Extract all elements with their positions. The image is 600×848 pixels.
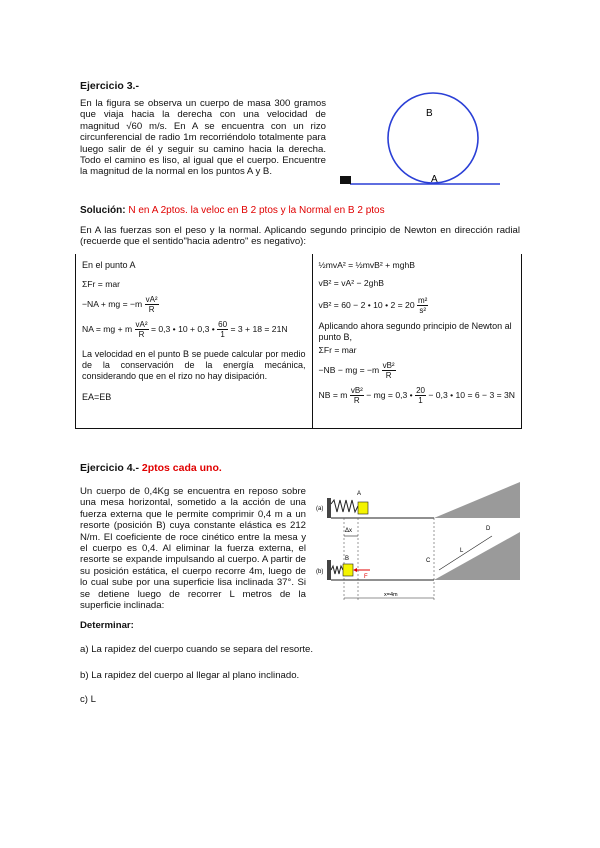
- ramp-b: [434, 532, 520, 580]
- right-eq6-c: − 0,3 • 10 = 6 − 3 = 3N: [428, 389, 515, 400]
- spring-b: [331, 566, 343, 574]
- left-eq3-frac1: [135, 320, 149, 339]
- ex4-question-c: c) L: [80, 694, 96, 705]
- left-eq2: [82, 295, 306, 314]
- left-eq2-den: R: [148, 305, 155, 314]
- right-eq6-num: vB²: [350, 386, 363, 395]
- wall-a: [327, 498, 331, 518]
- right-eq6-a: NB = m: [318, 389, 348, 400]
- loop-label-a: A: [431, 174, 438, 185]
- point-a-label: En el punto A: [82, 260, 136, 270]
- fig-label-c: C: [426, 558, 431, 564]
- right-eq6-den2: 1: [418, 396, 423, 405]
- block-b: [343, 564, 353, 576]
- fig-label-a: A: [357, 491, 362, 497]
- fig-label-b: B: [345, 556, 350, 562]
- right-eq3: [319, 296, 515, 315]
- right-eq3-unit-num: m²: [418, 296, 428, 305]
- right-eq5-frac: [382, 361, 396, 380]
- left-eq3-den: R: [138, 330, 145, 339]
- right-eq6-frac1: [350, 386, 364, 405]
- ex4-title: Ejercicio 4.-: [80, 462, 139, 474]
- left-eq3-b: = 0,3 • 10 + 0,3 •: [150, 323, 215, 334]
- right-eq6-num2: 20: [416, 386, 425, 395]
- left-eq3-num2: 60: [218, 320, 228, 329]
- right-eq5-num: vB²: [382, 361, 395, 370]
- left-eq3-num: vA²: [135, 320, 148, 329]
- ex4-heading: [80, 462, 222, 474]
- left-eq2-text: −NA + mg = −m: [82, 298, 143, 309]
- left-energy: EA=EB: [82, 392, 112, 402]
- right-eq1: ½mvA² = ½mvB² + mghB: [318, 260, 416, 270]
- ex4-determinar: Determinar:: [80, 620, 134, 631]
- right-eq5-den: R: [385, 371, 392, 380]
- left-eq3-c: = 3 + 18 = 21N: [230, 323, 288, 334]
- solution-intro: En A las fuerzas son el peso y la normal. Aplicando segundo principio de Newton en dirección radial (recuerde que el sentido"hacia adentro" es negativo):: [80, 225, 520, 248]
- right-eq6-den: R: [353, 396, 360, 405]
- right-eq3-unit-den: s²: [419, 306, 426, 315]
- right-eq4: ΣFr = mar: [318, 345, 357, 355]
- left-eq2-frac: [145, 295, 159, 314]
- solution-heading: [80, 205, 385, 216]
- solution-label: Solución:: [80, 205, 126, 216]
- solution-table: [75, 254, 522, 428]
- left-eq2-num: vA²: [145, 295, 158, 304]
- ex4-question-b: b) La rapidez del cuerpo al llegar al plano inclinado.: [80, 670, 300, 681]
- block-mass: [340, 176, 351, 184]
- ex3-title: Ejercicio 3.-: [80, 80, 139, 92]
- left-para: La velocidad en el punto B se puede calcular por medio de la conservación de la energía mecánica, considerando que en el rizo no hay disipación.: [82, 349, 306, 381]
- block-a: [358, 502, 368, 514]
- fig-label-L: L: [460, 548, 464, 554]
- left-eq1: ΣFr = mar: [82, 279, 121, 289]
- table-bottom-rule: [75, 428, 522, 429]
- right-eq3-text: vB² = 60 − 2 • 10 • 2 = 20: [318, 299, 415, 310]
- spring-a: [331, 500, 358, 512]
- right-eq6-b: − mg = 0,3 •: [366, 389, 413, 400]
- ex3-text: En la figura se observa un cuerpo de masa 300 gramos que viaja hacia la derecha con una velocidad de magnitud √60 m/s. En A se encuentra con un rizo circunferencial de radio 1m recorriéndolo totalmente para luego salir de él y seguir su camino hacia la derecha. Todo el camino es liso, al igual que el cuerpo. Encuentre la magnitud de la normal en los puntos A y B.: [80, 98, 326, 178]
- loop-figure: [336, 92, 500, 192]
- fig-dist: x=4m: [384, 592, 398, 598]
- force-arrow-head: [353, 568, 357, 572]
- fig-tag-b: (b): [316, 569, 324, 575]
- ex4-grading: 2ptos cada uno.: [138, 462, 222, 474]
- loop-label-b: B: [426, 108, 433, 119]
- right-eq5: [319, 361, 515, 380]
- left-eq3-den2: 1: [220, 330, 225, 339]
- fig-tag-a: (a): [316, 506, 324, 512]
- fig-label-d: D: [486, 526, 491, 532]
- wall-b: [327, 560, 331, 580]
- ramp-a: [434, 482, 520, 518]
- solution-grading: N en A 2ptos. la veloc en B 2 ptos y la Normal en B 2 ptos: [125, 205, 385, 216]
- right-eq6: [319, 386, 515, 405]
- loop-circle: [388, 93, 478, 183]
- right-eq2: vB² = vA² − 2ghB: [318, 278, 384, 288]
- right-eq6-frac2: [415, 386, 426, 405]
- fig-dx: Δx: [345, 528, 353, 534]
- solution-right-cell: [312, 254, 521, 428]
- spring-ramp-figure: [314, 474, 520, 602]
- left-eq3-a: NA = mg + m: [82, 323, 133, 334]
- left-eq3: [82, 320, 306, 339]
- left-eq3-frac2: [217, 320, 228, 339]
- right-eq5-text: −NB − mg = −m: [318, 364, 380, 375]
- right-para: Aplicando ahora segundo principio de Newton al punto B,: [318, 321, 512, 342]
- right-eq3-unit: [417, 296, 428, 315]
- ex4-question-a: a) La rapidez del cuerpo cuando se separa del resorte.: [80, 644, 314, 655]
- ex4-text: Un cuerpo de 0,4Kg se encuentra en reposo sobre una mesa horizontal, sometido a la acción de una fuerza externa que le permite comprimir 0,4 m a un resorte (posición B) cuya constante elástica es 212 N/m. El coeficiente de roce cinético entre la mesa y el cuerpo es 0,4. Al eliminar la fuerza externa, el resorte se expande impulsando al cuerpo. A partir de su posición estática, el cuerpo recorre 4m, luego de lo cual sube por una superficie lisa inclinada 37°. Si se detiene luego de recorrer L metros de la superficie inclinada:: [80, 486, 306, 612]
- fig-force: F: [364, 574, 368, 580]
- solution-left-cell: [76, 254, 313, 428]
